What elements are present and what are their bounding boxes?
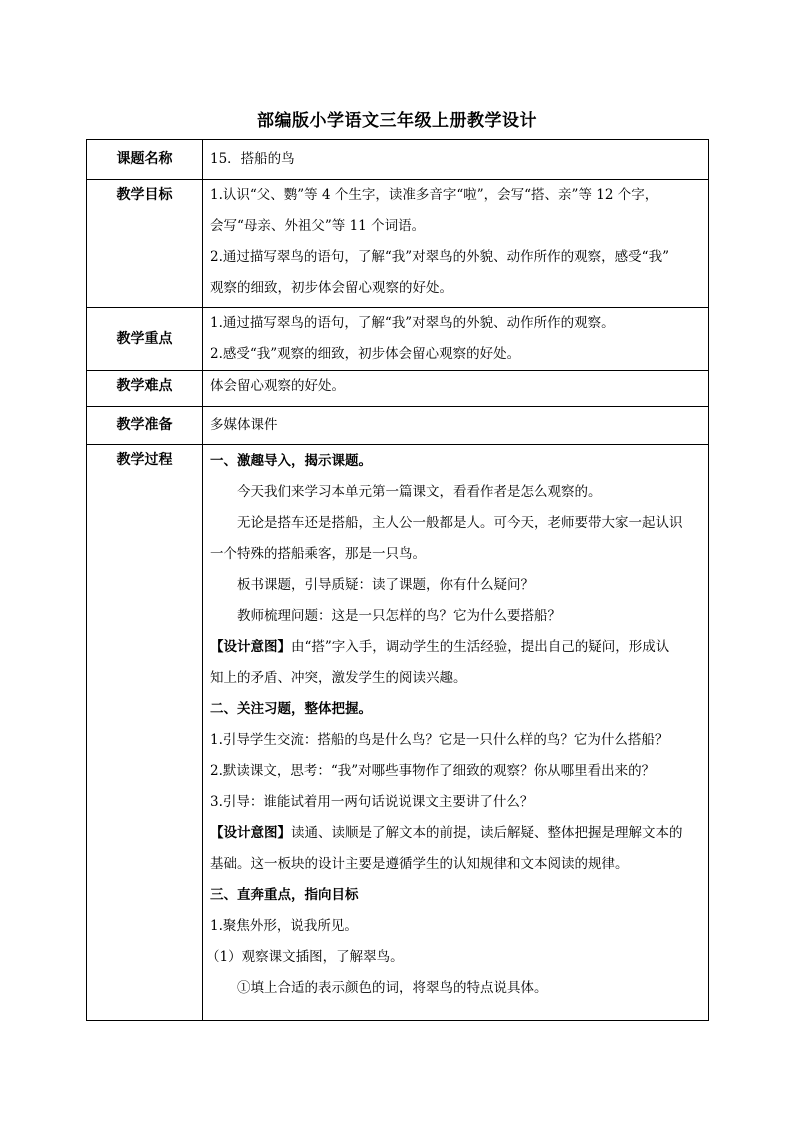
objective-line: 会写“母亲、外祖父”等 11 个词语。 [210, 218, 426, 234]
label-key-points: 教学重点 [87, 308, 203, 371]
paragraph: 一个特殊的搭船乘客，那是一只鸟。 [210, 546, 426, 562]
paragraph: 今天我们来学习本单元第一篇课文，看看作者是怎么观察的。 [237, 484, 602, 500]
design-intent-text: 由“搭”字入手，调动学生的生活经验，提出自己的疑问，形成认 [291, 639, 670, 655]
list-item: 1.引导学生交流：搭船的鸟是什么鸟？它是一只什么样的鸟？它为什么搭船？ [210, 732, 669, 748]
paragraph: 教师梳理问题：这是一只怎样的鸟？它为什么要搭船？ [237, 608, 561, 624]
key-point-line: 1.通过描写翠鸟的语句，了解“我”对翠鸟的外貌、动作所作的观察。 [210, 315, 615, 331]
list-item: 3.引导：谁能试着用一两句话说说课文主要讲了什么？ [210, 794, 534, 810]
value-difficulty: 体会留心观察的好处。 [203, 371, 709, 407]
row-objectives [87, 180, 709, 308]
design-intent [210, 632, 702, 663]
design-intent [210, 818, 702, 849]
design-intent-text: 读通、读顺是了解文本的前提，读后解疑、整体把握是理解文本的 [291, 825, 683, 841]
label-process: 教学过程 [87, 445, 203, 1021]
row-difficulty [87, 371, 709, 407]
row-preparation [87, 407, 709, 445]
objective-line: 1.认识“父、鹦”等 4 个生字，读准多音字“啦”，会写“搭、亲”等 12 个字， [210, 187, 659, 203]
label-lesson-name: 课题名称 [87, 140, 203, 180]
design-intent-label: 【设计意图】 [210, 825, 291, 841]
section-heading: 二、关注习题，整体把握。 [210, 701, 372, 717]
key-point-line: 2.感受“我”观察的细致，初步体会留心观察的好处。 [210, 346, 521, 362]
section-heading: 一、激趣导入，揭示课题。 [210, 453, 372, 469]
row-lesson-name [87, 140, 709, 180]
label-preparation: 教学准备 [87, 407, 203, 445]
paragraph: 板书课题，引导质疑：读了课题，你有什么疑问？ [237, 577, 534, 593]
design-intent-label: 【设计意图】 [210, 639, 291, 655]
list-item: 1.聚焦外形，说我所见。 [210, 918, 358, 934]
value-process [203, 445, 709, 1021]
paragraph: 无论是搭车还是搭船，主人公一般都是人。可今天，老师要带大家一起认识 [237, 515, 683, 531]
section-heading: 三、直奔重点，指向目标 [210, 887, 359, 903]
objective-line: 2.通过描写翠鸟的语句，了解“我”对翠鸟的外貌、动作所作的观察，感受“我” [210, 249, 669, 265]
value-lesson-name: 15．搭船的鸟 [203, 140, 709, 180]
list-item: （1）观察课文插图，了解翠鸟。 [206, 949, 404, 965]
paragraph: 基础。这一板块的设计主要是遵循学生的认知规律和文本阅读的规律。 [210, 856, 629, 872]
list-item: 2.默读课文，思考：“我”对哪些事物作了细致的观察？你从哪里看出来的？ [210, 763, 656, 779]
lesson-plan-table [86, 139, 709, 1021]
value-preparation: 多媒体课件 [203, 407, 709, 445]
value-key-points [203, 308, 709, 371]
paragraph: 知上的矛盾、冲突，激发学生的阅读兴趣。 [210, 670, 467, 686]
value-objectives [203, 180, 709, 308]
page-title: 部编版小学语文三年级上册教学设计 [257, 111, 537, 131]
label-objectives: 教学目标 [87, 180, 203, 308]
row-key-points [87, 308, 709, 371]
list-item: ①填上合适的表示颜色的词，将翠鸟的特点说具体。 [237, 980, 548, 996]
objective-line: 观察的细致，初步体会留心观察的好处。 [210, 280, 453, 296]
row-process [87, 445, 709, 1021]
label-difficulty: 教学难点 [87, 371, 203, 407]
